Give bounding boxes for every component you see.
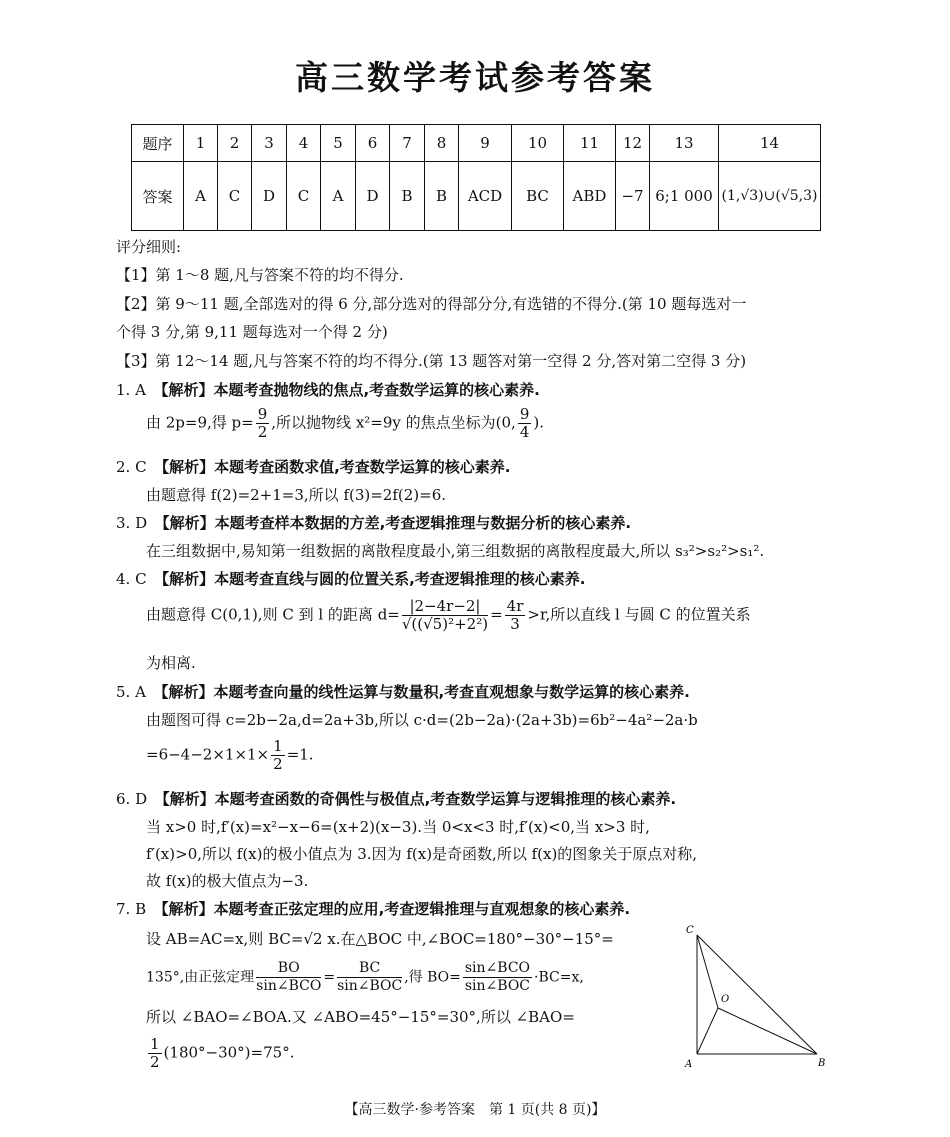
table-question-number: 6 — [356, 125, 390, 162]
table-answer-cell: BC — [512, 162, 564, 231]
table-question-number: 14 — [719, 125, 821, 162]
q7-solution-4: $\frac{1}{2}$ (180°−30°)=75°. — [150, 1035, 295, 1071]
fraction: $\frac{BO}{\text{sin∠BCO}}$ — [256, 960, 322, 994]
table-question-number: 10 — [512, 125, 564, 162]
q6-solution-2: f′(x)>0,所以 f(x)的极小值点为 3.因为 f(x)是奇函数,所以 f(x)的图象关于原点对称, — [146, 845, 698, 863]
table-answer-cell: C — [287, 162, 321, 231]
segment-cb — [697, 935, 817, 1054]
answer-table — [131, 124, 821, 231]
table-question-number: 12 — [616, 125, 650, 162]
grading-rule-2b: 个得 3 分,第 9,11 题每选对一个得 2 分) — [116, 323, 388, 341]
q5-heading: 5. A 【解析】本题考查向量的线性运算与数量积,考查直观想象与数学运算的核心素养. — [116, 683, 690, 701]
table-answer-cell: ACD — [459, 162, 512, 231]
segment-ao — [697, 1008, 718, 1054]
table-answer-row — [132, 162, 821, 231]
fraction: $\frac{\text{sin∠BCO}}{\text{sin∠BOC}}$ — [464, 960, 531, 994]
table-answer-cell: A — [321, 162, 356, 231]
table-header-label: 题序 — [132, 125, 184, 162]
table-question-number: 7 — [390, 125, 425, 162]
q5-solution-1: 由题图可得 c=2b−2a,d=2a+3b,所以 c·d=(2b−2a)·(2a+3b)=6b²−4a²−2a·b — [146, 711, 698, 729]
fraction: $\frac{1}{2}$ — [150, 1035, 160, 1071]
q4-heading: 4. C 【解析】本题考查直线与圆的位置关系,考查逻辑推理的核心素养. — [116, 570, 586, 588]
table-answer-cell: B — [425, 162, 459, 231]
table-header-row — [132, 125, 821, 162]
grading-rule-3: 【3】第 12～14 题,凡与答案不符的均不得分.(第 13 题答对第一空得 2 分,答对第二空得 3 分) — [116, 352, 747, 370]
grading-heading: 评分细则: — [116, 238, 182, 256]
grading-rule-2a: 【2】第 9～11 题,全部选对的得 6 分,部分选对的得部分分,有选错的不得分.(第 10 题每选对一 — [116, 295, 747, 313]
table-question-number: 5 — [321, 125, 356, 162]
table-question-number: 13 — [650, 125, 719, 162]
q1-solution: 由 2p=9,得 p= $\frac{9}{2}$ ,所以抛物线 x²=9y 的焦点坐标为(0, $\frac{9}{4}$ ). — [146, 405, 544, 441]
q3-heading: 3. D 【解析】本题考查样本数据的方差,考查逻辑推理与数据分析的核心素养. — [116, 514, 632, 532]
q7-heading: 7. B 【解析】本题考查正弦定理的应用,考查逻辑推理与直观想象的核心素养. — [116, 900, 631, 918]
q6-solution-3: 故 f(x)的极大值点为−3. — [146, 872, 309, 890]
table-answer-cell: A — [184, 162, 218, 231]
label-a: A — [685, 1059, 693, 1070]
table-answer-cell: D — [356, 162, 390, 231]
fraction: $\frac{BC}{\text{sin∠BOC}}$ — [337, 960, 403, 994]
table-question-number: 2 — [218, 125, 252, 162]
table-question-number: 11 — [564, 125, 616, 162]
q6-solution-1: 当 x>0 时,f′(x)=x²−x−6=(x+2)(x−3).当 0<x<3 时,f′(x)<0,当 x>3 时, — [146, 818, 650, 836]
table-question-number: 3 — [252, 125, 287, 162]
table-question-number: 4 — [287, 125, 321, 162]
table-question-number: 9 — [459, 125, 512, 162]
fraction: $\frac{9}{4}$ — [519, 405, 530, 441]
q4-solution: 由题意得 C(0,1),则 C 到 l 的距离 d= $\frac{|2-4r-2|}{\text{√((√5)²+2²)}}$ = $\frac{4r}{3}$ >r,所以直线 l 与圆 C 的位置关系 — [146, 597, 751, 633]
q5-solution-2: =6−4−2×1×1× $\frac{1}{2}$ =1. — [146, 737, 314, 773]
q3-solution: 在三组数据中,易知第一组数据的离散程度最小,第三组数据的离散程度最大,所以 s₃²>s₂²>s₁². — [146, 542, 765, 560]
q2-heading: 2. C 【解析】本题考查函数求值,考查数学运算的核心素养. — [116, 458, 511, 476]
q7-solution-1: 设 AB=AC=x,则 BC=√2 x.在△BOC 中,∠BOC=180°−30°−15°= — [146, 930, 614, 948]
q4-solution-cont: 为相离. — [146, 654, 196, 672]
q6-heading: 6. D 【解析】本题考查函数的奇偶性与极值点,考查数学运算与逻辑推理的核心素养. — [116, 790, 677, 808]
table-answer-cell: 6;1 000 — [650, 162, 719, 231]
table-question-number: 1 — [184, 125, 218, 162]
q2-solution: 由题意得 f(2)=2+1=3,所以 f(3)=2f(2)=6. — [146, 486, 447, 504]
q7-solution-2: 135°,由正弦定理 $\frac{BO}{\text{sin∠BCO}}$ = $\frac{BC}{\text{sin∠BOC}}$ ,得 BO= $\frac{\text{sin∠BCO}}{\text{sin∠BOC}}$ ·BC=x, — [146, 960, 584, 994]
page-title: 高三数学考试参考答案 — [295, 58, 655, 97]
fraction: $\frac{1}{2}$ — [273, 737, 283, 773]
q1-heading: 1. A 【解析】本题考查抛物线的焦点,考查数学运算的核心素养. — [116, 381, 540, 399]
label-o: O — [721, 994, 730, 1005]
fraction: $\frac{9}{2}$ — [257, 405, 268, 441]
page-footer: 【高三数学·参考答案 第 1 页(共 8 页)】 — [344, 1102, 606, 1118]
table-answer-cell: ABD — [564, 162, 616, 231]
fraction: $\frac{4r}{3}$ — [506, 597, 524, 633]
table-answer-cell: D — [252, 162, 287, 231]
segment-ob — [718, 1008, 817, 1054]
fraction: $\frac{|2-4r-2|}{\text{√((√5)²+2²)}}$ — [401, 597, 489, 633]
table-answer-label: 答案 — [132, 162, 184, 231]
label-c: C — [686, 925, 694, 936]
grading-rule-1: 【1】第 1～8 题,凡与答案不符的均不得分. — [116, 266, 404, 284]
label-b: B — [818, 1058, 826, 1069]
table-question-number: 8 — [425, 125, 459, 162]
triangle-figure — [680, 920, 830, 1070]
table-answer-cell: (1,√3)∪(√5,3) — [719, 162, 821, 231]
q7-solution-3: 所以 ∠BAO=∠BOA.又 ∠ABO=45°−15°=30°,所以 ∠BAO= — [146, 1008, 575, 1026]
table-answer-cell: −7 — [616, 162, 650, 231]
table-answer-cell: C — [218, 162, 252, 231]
table-answer-cell: B — [390, 162, 425, 231]
